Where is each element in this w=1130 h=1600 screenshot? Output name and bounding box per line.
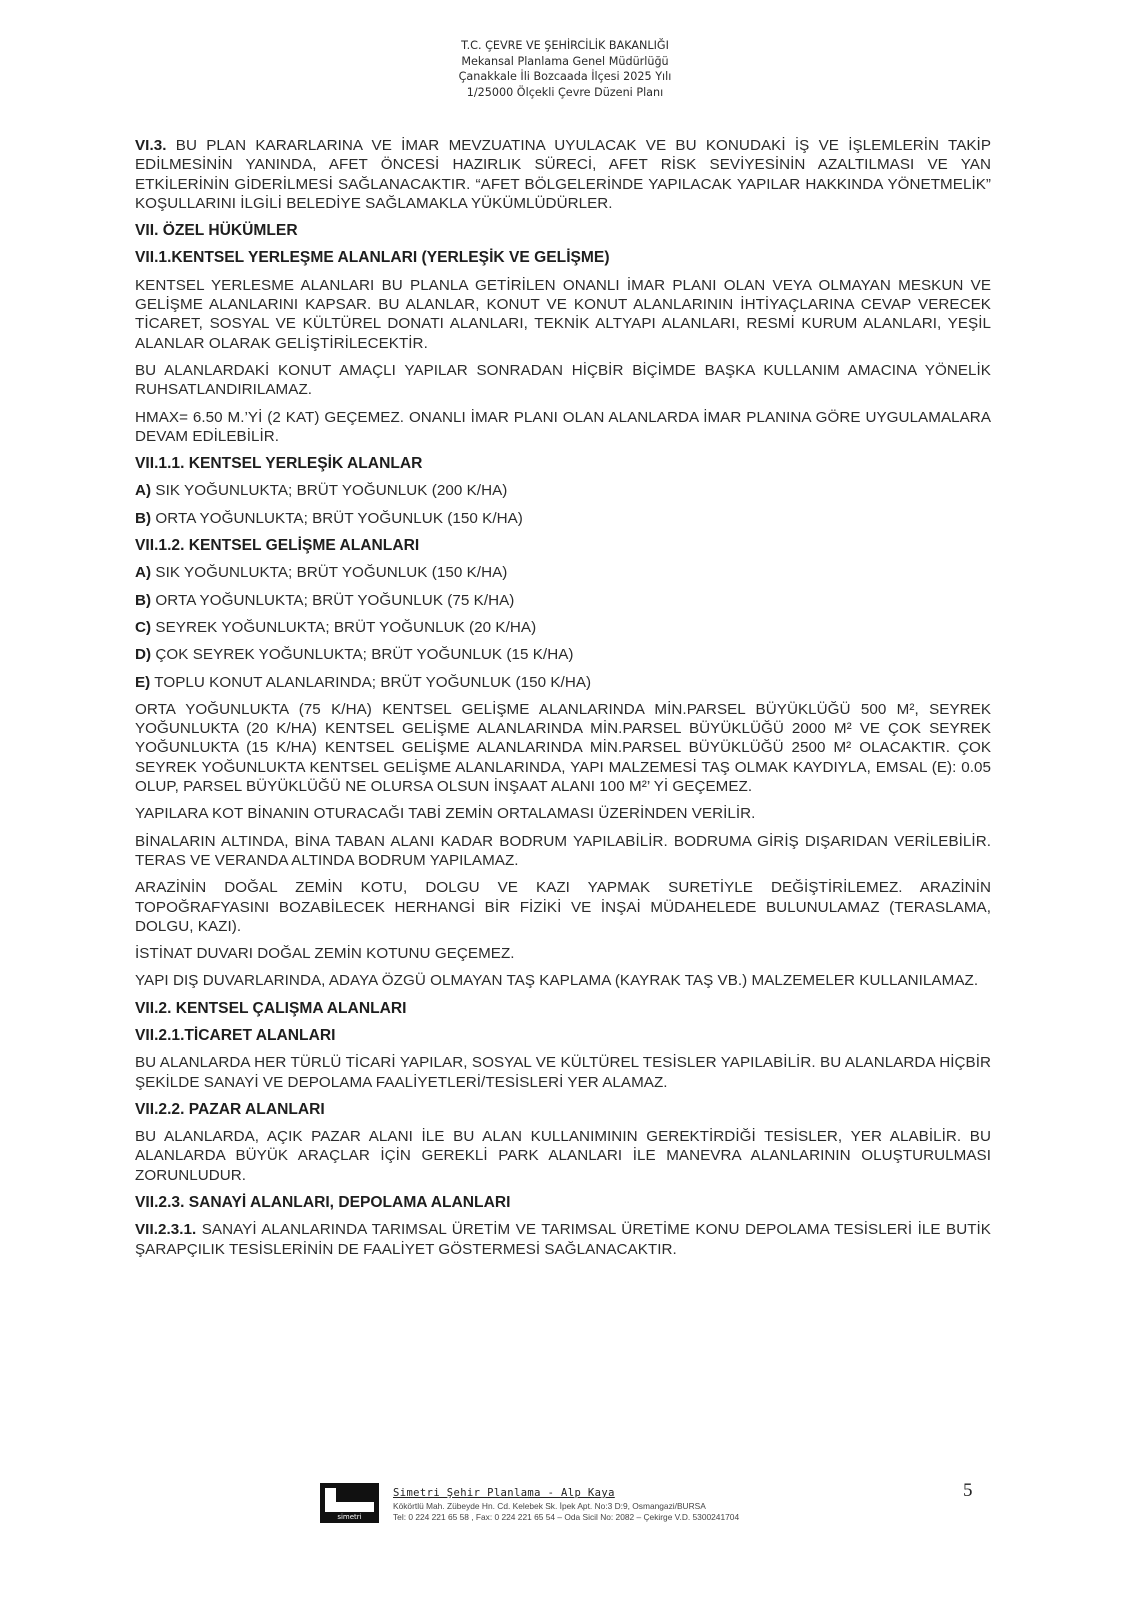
item-label: C) <box>135 618 152 636</box>
paragraph-topography: ARAZİNİN DOĞAL ZEMİN KOTU, DOLGU VE KAZI YAPMAK SURETİYLE DEĞİŞTİRİLEMEZ. ARAZİNİN TOPOĞRAFYASINI BOZABİLECEK HERHANGİ BİR FİZİKİ VE İNŞAİ MÜDAHELEDE BULUNULAMAZ (TERASLAMA, DOLGU, KAZI). <box>135 879 991 935</box>
paragraph-vii1-c: HMAX= 6.50 M.’Yİ (2 KAT) GEÇEMEZ. ONANLI İMAR PLANI OLAN ALANLARDA İMAR PLANINA GÖRE UYGULAMALARA DEVAM EDİLEBİLİR. <box>135 408 991 445</box>
footer-address: Kökörtlü Mah. Zübeyde Hn. Cd. Kelebek Sk. İpek Apt. No:3 D:9, Osmangazi/BURSA <box>393 1501 706 1511</box>
paragraph-cladding: YAPI DIŞ DUVARLARINDA, ADAYA ÖZGÜ OLMAYAN TAŞ KAPLAMA (KAYRAK TAŞ VB.) MALZEMELER KULLANILAMAZ. <box>135 972 979 990</box>
item-text: SEYREK YOĞUNLUKTA; BRÜT YOĞUNLUK (20 K/HA) <box>151 618 537 636</box>
paragraph-basement: BİNALARIN ALTINDA, BİNA TABAN ALANI KADAR BODRUM YAPILABİLİR. BODRUMA GİRİŞ DIŞARIDAN VERİLEBİLİR. TERAS VE VERANDA ALTINDA BODRUM YAPILAMAZ. <box>135 832 991 869</box>
list-item <box>135 618 991 637</box>
clause-text: SANAYİ ALANLARINDA TARIMSAL ÜRETİM VE TARIMSAL ÜRETİME KONU DEPOLAMA TESİSLERİ İLE BUTİK ŞARAPÇILIK TESİSLERİNİN DE FAALİYET GÖSTERMESİ SAĞLANACAKTIR. <box>135 1221 991 1258</box>
paragraph-vii22: BU ALANLARDA, AÇIK PAZAR ALANI İLE BU ALAN KULLANIMININ GEREKTİRDİĞİ TESİSLER, YER ALABİLİR. BU ALANLARDA BÜYÜK ARAÇLAR İÇİN GEREKLİ PARK ALANLARI İLE MANEVRA ALANLARININ OLUŞTURULMASI ZORUNLUDUR. <box>135 1128 991 1184</box>
heading-vii1: VII.1.KENTSEL YERLEŞME ALANLARI (YERLEŞİK VE GELİŞME) <box>135 249 610 267</box>
logo-text: simetri <box>337 1513 362 1521</box>
heading-vii21: VII.2.1.TİCARET ALANLARI <box>135 1026 336 1044</box>
heading-vii12: VII.1.2. KENTSEL GELİŞME ALANLARI <box>135 537 420 555</box>
paragraph-parcel-size: ORTA YOĞUNLUKTA (75 K/HA) KENTSEL GELİŞME ALANLARINDA MİN.PARSEL BÜYÜKLÜĞÜ 500 M², SEYREK YOĞUNLUKTA (20 K/HA) KENTSEL GELİŞME ALANLARINDA MİN.PARSEL BÜYÜKLÜĞÜ 2000 M² VE ÇOK SEYREK YOĞUNLUKTA (15 K/HA) KENTSEL GELİŞME ALANLARINDA MİN.PARSEL BÜYÜKLÜĞÜ 2500 M² OLACAKTIR. ÇOK SEYREK YOĞUNLUKTA KENTSEL GELİŞME ALANLARINDA, YAPI MALZEMESİ TAŞ OLMAK KAYDIYLA, EMSAL (E): 0.05 OLUP, PARSEL BÜYÜKLÜĞÜ NE OLURSA OLSUN İNŞAAT ALANI 100 M²’ Yİ GEÇEMEZ. <box>135 700 991 796</box>
paragraph-vii1-b: BU ALANLARDAKİ KONUT AMAÇLI YAPILAR SONRADAN HİÇBİR BİÇİMDE BAŞKA KULLANIM AMACINA YÖNELİK RUHSATLANDIRILAMAZ. <box>135 361 991 399</box>
clause-text: BU PLAN KARARLARINA VE İMAR MEVZUATINA UYULACAK VE BU KONUDAKİ İŞ VE İŞLEMLERİN TAKİP EDİLMESİNİN YANINDA, AFET ÖNCESİ HAZIRLIK SÜRECİ, AFET RİSK SEVİYESİNİN AZALTILMASI VE YAN ETKİLERİNİN GİDERİLMESİ SAĞLANACAKTIR. “AFET BÖLGELERİNDE YAPILACAK YAPILAR HAKKINDA YÖNETMELİK” KOŞULLARINI İLGİLİ BELEDİYE SAĞLAMAKLA YÜKÜMLÜDÜRLER. <box>135 137 991 212</box>
list-item <box>135 509 991 528</box>
page-number: 5 <box>963 1480 973 1501</box>
item-text: SIK YOĞUNLUKTA; BRÜT YOĞUNLUK (200 K/HA) <box>151 482 508 500</box>
item-text: SIK YOĞUNLUKTA; BRÜT YOĞUNLUK (150 K/HA) <box>151 564 508 582</box>
item-text: ORTA YOĞUNLUKTA; BRÜT YOĞUNLUK (150 K/HA) <box>151 509 523 527</box>
paragraph-vii1-a: KENTSEL YERLESME ALANLARI BU PLANLA GETİRİLEN ONANLI İMAR PLANI OLAN VEYA OLMAYAN MESKUN VE GELİŞME ALANLARINI KAPSAR. BU ALANLAR, KONUT VE KONUT ALANLARININ İHTİYAÇLARINA CEVAP VERECEK TİCARET, SOSYAL VE KÜLTÜREL DONATI ALANLARI, TEKNİK ALTYAPI ALANLARI, RESMİ KURUM ALANLARI, YEŞİL ALANLAR OLARAK GELİŞTİRİLECEKTİR. <box>135 276 991 352</box>
document-body <box>135 136 991 1267</box>
header-plan-title: 1/25000 Ölçekli Çevre Düzeni Planı <box>466 85 664 99</box>
clause-label: VII.2.3.1. <box>135 1221 197 1239</box>
paragraph-vii21: BU ALANLARDA HER TÜRLÜ TİCARİ YAPILAR, SOSYAL VE KÜLTÜREL TESİSLER YAPILABİLİR. BU ALANLARDA HİÇBİR ŞEKİLDE SANAYİ VE DEPOLAMA FAALİYETLERİ/TESİSLERİ YER ALAMAZ. <box>135 1054 991 1091</box>
paragraph-elevation: YAPILARA KOT BİNANIN OTURACAĞI TABİ ZEMİN ORTALAMASI ÜZERİNDEN VERİLİR. <box>135 805 756 823</box>
heading-vii22: VII.2.2. PAZAR ALANLARI <box>135 1100 325 1118</box>
document-footer <box>320 1483 1000 1543</box>
clause-label: VI.3. <box>135 137 167 154</box>
footer-company: Simetri Şehir Planlama - Alp Kaya <box>393 1487 615 1499</box>
item-label: A) <box>135 482 152 500</box>
list-item <box>135 673 991 692</box>
paragraph-vii231 <box>135 1220 991 1259</box>
company-logo <box>320 1483 379 1523</box>
header-location: Çanakkale İli Bozcaada İlçesi 2025 Yılı <box>458 70 672 83</box>
header-ministry: T.C. ÇEVRE VE ŞEHİRCİLİK BAKANLIĞI <box>461 39 669 52</box>
heading-vii: VII. ÖZEL HÜKÜMLER <box>135 222 298 240</box>
paragraph-retaining-wall: İSTİNAT DUVARI DOĞAL ZEMİN KOTUNU GEÇEMEZ. <box>135 945 515 963</box>
item-text: ORTA YOĞUNLUKTA; BRÜT YOĞUNLUK (75 K/HA) <box>151 591 515 609</box>
item-label: A) <box>135 564 152 582</box>
heading-vii11: VII.1.1. KENTSEL YERLEŞİK ALANLAR <box>135 455 423 473</box>
paragraph-vi3 <box>135 136 991 213</box>
footer-contact: Tel: 0 224 221 65 58 , Fax: 0 224 221 65 54 – Oda Sicil No: 2082 – Çekirge V.D. 5300241704 <box>393 1512 740 1522</box>
item-label: D) <box>135 646 152 664</box>
document-header <box>0 38 1130 100</box>
heading-vii2: VII.2. KENTSEL ÇALIŞMA ALANLARI <box>135 999 407 1017</box>
item-label: E) <box>135 673 151 691</box>
item-text: ÇOK SEYREK YOĞUNLUKTA; BRÜT YOĞUNLUK (15 K/HA) <box>151 646 574 664</box>
list-item <box>135 591 991 610</box>
heading-vii23: VII.2.3. SANAYİ ALANLARI, DEPOLAMA ALANLARI <box>135 1194 511 1212</box>
item-text: TOPLU KONUT ALANLARINDA; BRÜT YOĞUNLUK (150 K/HA) <box>150 673 592 691</box>
header-directorate: Mekansal Planlama Genel Müdürlüğü <box>461 54 669 68</box>
item-label: B) <box>135 509 152 527</box>
list-item <box>135 563 991 582</box>
list-item <box>135 645 991 664</box>
list-item <box>135 481 991 500</box>
item-label: B) <box>135 591 152 609</box>
